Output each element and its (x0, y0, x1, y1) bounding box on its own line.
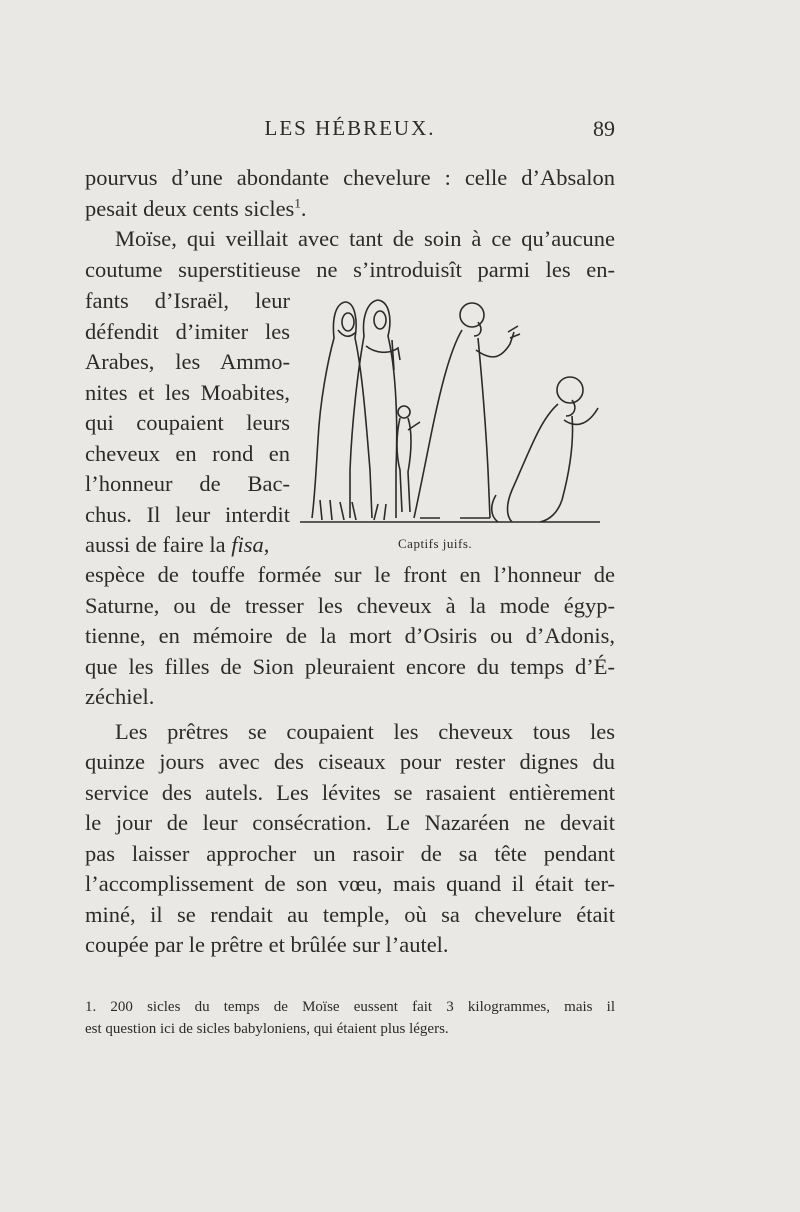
veiled-woman-figure (312, 302, 372, 520)
text-line: tienne, en mémoire de la mort d’Osiris ou d’Adonis, (85, 623, 615, 648)
text-line: qui coupaient leurs (85, 410, 290, 435)
footnote-line: 1. 200 sicles du temps de Moïse eussent fait 3 kilogrammes, mais il (85, 999, 615, 1015)
text-line: pesait deux cents sicles$^1$. (85, 195, 307, 221)
text-line: le jour de leur consécration. Le Nazaréen ne devait (85, 810, 615, 835)
text-line: service des autels. Les lévites se rasaient entièrement (85, 779, 615, 805)
text-line: Les prêtres se coupaient les cheveux tous les (115, 718, 615, 744)
italic-word: fisa (231, 532, 264, 557)
text-line: espèce de touffe formée sur le front en l’honneur de (85, 562, 615, 587)
text-line: zéchiel. (85, 684, 155, 709)
text-line: que les filles de Sion pleuraient encore du temps d’É- (85, 653, 615, 679)
text-line: cheveux en rond en (85, 440, 290, 466)
text-line: quinze jours avec des ciseaux pour rester dignes du (85, 749, 615, 774)
footnote (85, 996, 615, 1040)
page-header (85, 116, 615, 150)
veiled-woman-figure (350, 300, 400, 520)
running-head: LES HÉBREUX. (264, 116, 436, 140)
text-line: coupée par le prêtre et brûlée sur l’autel. (85, 932, 449, 957)
text-line: l’honneur de Bac- (85, 471, 290, 496)
footnote-ref[interactable]: 1 (294, 195, 301, 210)
text-block-beside-figure (85, 286, 290, 561)
engraving-captives (300, 290, 600, 525)
child-figure (397, 406, 420, 512)
text-line: chus. Il leur interdit (85, 501, 290, 527)
text-block-top (85, 163, 615, 285)
text-line: Arabes, les Ammo- (85, 349, 290, 374)
text-line: l’accomplissement de son vœu, mais quand il était ter- (85, 871, 615, 896)
text-line: aussi de faire la fisa, (85, 532, 270, 557)
text-line: fants d’Israël, leur (85, 288, 290, 313)
text-line: miné, il se rendait au temple, où sa chevelure était (85, 901, 615, 927)
standing-captive-figure (414, 303, 520, 518)
text-line: Saturne, ou de tresser les cheveux à la mode égyp- (85, 592, 615, 618)
text-block-bottom (85, 560, 615, 961)
kneeling-captive-figure (492, 377, 598, 522)
figure-caption: Captifs juifs. (398, 536, 473, 551)
text-line: coutume superstitieuse ne s’introduisît parmi les en- (85, 256, 615, 282)
text-line: Moïse, qui veillait avec tant de soin à ce qu’aucune (115, 226, 615, 251)
footnote-line: est question ici de sicles babyloniens, qui étaient plus légers. (85, 1021, 449, 1037)
text-line: défendit d’imiter les (85, 318, 290, 344)
page-number: 89 (593, 116, 615, 141)
text-line: pas laisser approcher un rasoir de sa tête pendant (85, 840, 615, 866)
text-line: nites et les Moabites, (85, 379, 290, 405)
text-line: pourvus d’une abondante chevelure : celle d’Absalon (85, 165, 615, 190)
